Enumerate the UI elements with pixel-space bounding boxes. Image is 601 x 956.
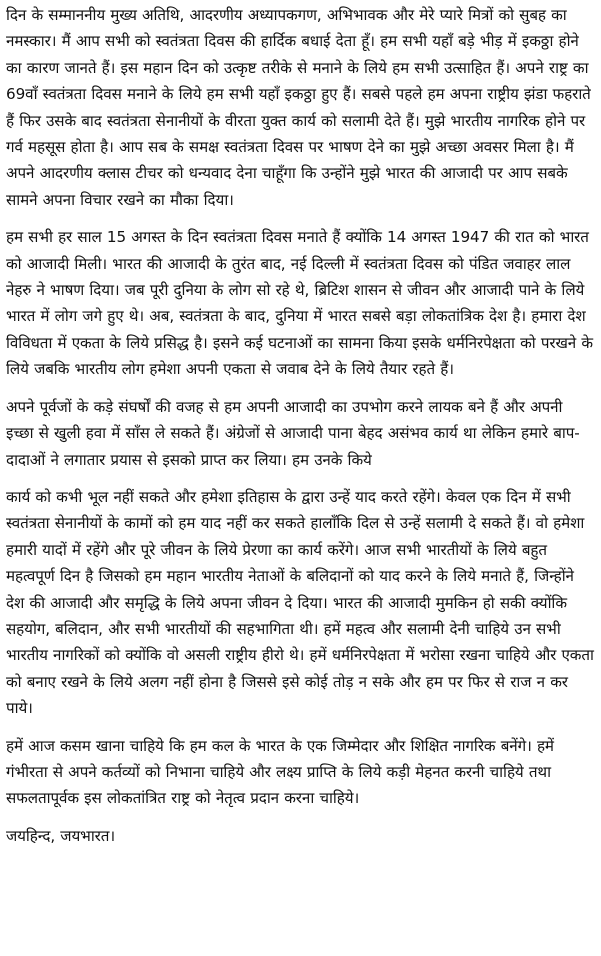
paragraph-greeting: दिन के सम्माननीय मुख्य अतिथि, आदरणीय अध्यापकगण, अभिभावक और मेरे प्यारे मित्रों को सुबह का नमस्कार। मैं आप सभी को स्वतंत्रता दिवस की हार्दिक बधाई देता हूँ। हम सभी यहाँ बड़े भीड़ में इकठ्ठा होने का कारण जानते हैं। इस महान दिन को उत्कृष्ट तरीके से मनाने के लिये हम सभी उत्साहित हैं। अपने राष्ट्र का 69वाँ स्वतंत्रता दिवस मनाने के लिये हम सभी यहाँ इकठ्ठा हुए हैं। सबसे पहले हम अपना राष्ट्रीय झंडा फहराते हैं फिर उसके बाद स्वतंत्रता सेनानीयों के वीरता युक्त कार्य को सलामी देते हैं। मुझे भारतीय नागरिक होने पर गर्व महसूस होता है। आप सब के समक्ष स्वतंत्रता दिवस पर भाषण देने का मुझे अच्छा अवसर मिला है। मैं अपने आदरणीय क्लास टीचर को धन्यवाद देना चाहूँगा कि उन्होंने मुझे भारत की आजादी पर आप सबके सामने अपना विचार रखने का मौका दिया। [6, 6, 591, 209]
paragraph-independence-history: हम सभी हर साल 15 अगस्त के दिन स्वतंत्रता दिवस मनाते हैं क्योंकि 14 अगस्त 1947 की रात को भारत को आजादी मिली। भारत की आजादी के तुरंत बाद, नई दिल्ली में स्वतंत्रता दिवस को पंडित जवाहर लाल नेहरु ने भाषण दिया। जब पूरी दुनिया के लोग सो रहे थे, ब्रिटिश शासन से जीवन और आजादी पाने के लिये भारत में लोग जगे हुए थे। अब, स्वतंत्रता के बाद, दुनिया में भारत सबसे बड़ा लोकतांत्रिक देश है। हमारा देश विविधता में एकता के लिये प्रसिद्ध है। इसने कई घटनाओं का सामना किया इसके धर्मनिरपेक्षता को परखने के लिये जबकि भारतीय लोग हमेशा अपनी एकता से जवाब देने के लिये तैयार रहते हैं। [6, 228, 593, 379]
paragraph-closing: जयहिन्द, जयभारत। [6, 826, 116, 845]
paragraph-remember-freedom-fighters: कार्य को कभी भूल नहीं सकते और हमेशा इतिहास के द्वारा उन्हें याद करते रहेंगे। केवल एक दिन में सभी स्वतंत्रता सेनानीयों के कामों को हम याद नहीं कर सकते हालाँकि दिल से उन्हें सलामी दे सकते हैं। वो हमेशा हमारी यादों में रहेंगे और पूरे जीवन के लिये प्रेरणा का कार्य करेंगे। आज सभी भारतीयों के लिये बहुत महत्वपूर्ण दिन है जिसको हम महान भारतीय नेताओं के बलिदानों को याद करने के लिये मनाते हैं, जिन्होंने देश की आजादी और समृद्धि के लिये अपना जीवन दे दिया। भारत की आजादी मुमकिन हो सकी क्योंकि सहयोग, बलिदान, और सभी भारतीयों की सहभागिता थी। हमें महत्व और सलामी देनी चाहिये उन सभी भारतीय नागरिकों को क्योंकि वो असली राष्ट्रीय हीरो थे। हमें धर्मनिरपेक्षता में भरोसा रखना चाहिये और एकता को बनाए रखने के लिये अलग नहीं होना है जिससे इसे कोई तोड़ न सके और हम पर फिर से राज न कर पाये। [6, 487, 594, 718]
paragraph-ancestors-struggle: अपने पूर्वजों के कड़े संघर्षों की वजह से हम अपनी आजादी का उपभोग करने लायक बने हैं और अपनी इच्छा से खुली हवा में साँस ले सकते हैं। अंग्रेजों से आजादी पाना बेहद असंभव कार्य था लेकिन हमारे बाप-दादाओं ने लगातार प्रयास से इसको प्राप्त कर लिया। हम उनके किये [6, 397, 580, 469]
paragraph-pledge: हमें आज कसम खाना चाहिये कि हम कल के भारत के एक जिम्मेदार और शिक्षित नागरिक बनेंगे। हमें गंभीरता से अपने कर्तव्यों को निभाना चाहिये और लक्ष्य प्राप्ति के लिये कड़ी मेहनत करनी चाहिये तथा सफलतापूर्वक इस लोकतांत्रित राष्ट्र को नेतृत्व प्रदान करना चाहिये। [6, 736, 554, 808]
